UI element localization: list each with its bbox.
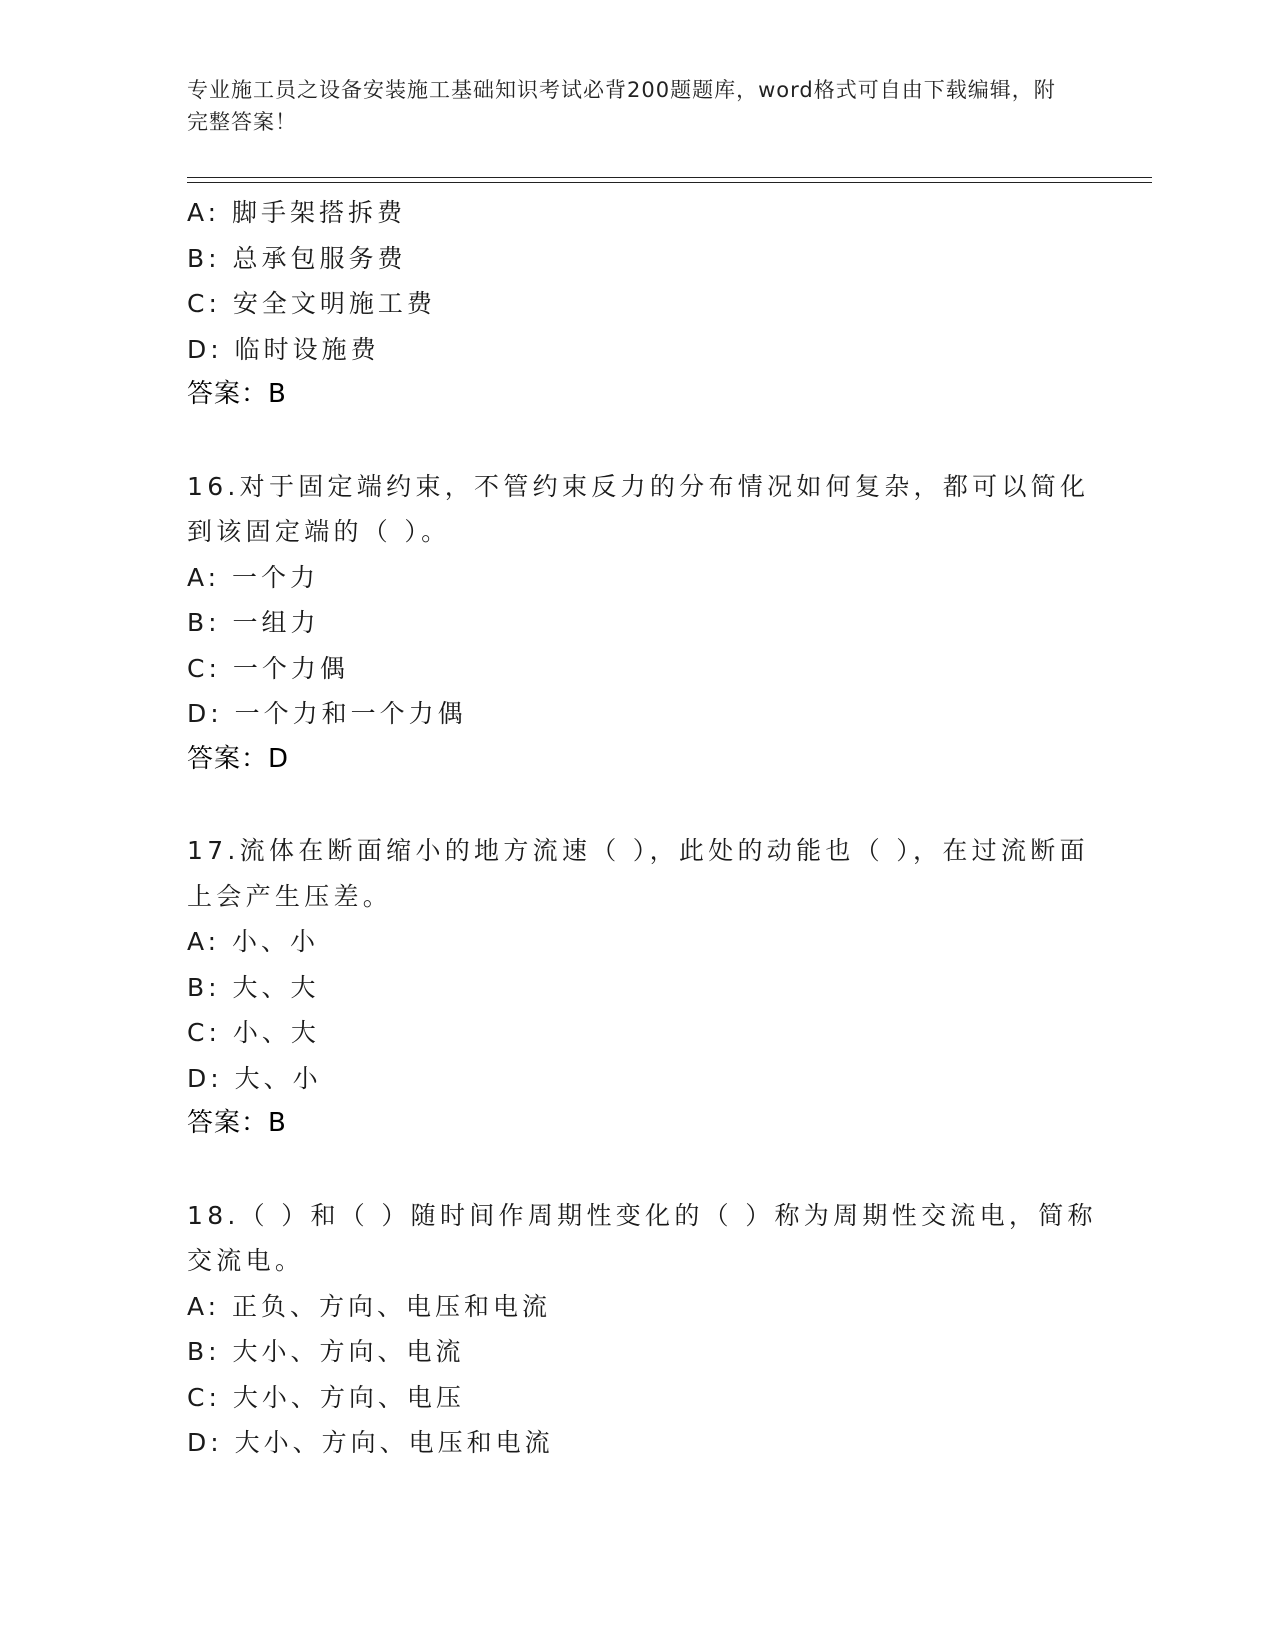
option-a: A: 小、小 — [187, 927, 320, 956]
page-header — [187, 74, 1067, 138]
prev-question-block — [187, 190, 1107, 418]
option-c: C: 大小、方向、电压 — [187, 1382, 465, 1412]
option-c: C: 一个力偶 — [187, 653, 349, 683]
header-divider-bottom — [187, 182, 1152, 183]
option-d: D: 大、小 — [187, 1063, 322, 1093]
option-a: A: 一个力 — [187, 562, 320, 592]
option-b: B: 一组力 — [187, 608, 320, 637]
option-c: C: 小、大 — [187, 1018, 320, 1047]
option-a: A: 脚手架搭拆费 — [187, 198, 407, 227]
header-divider-top — [187, 177, 1152, 178]
answer: 答案：D — [187, 743, 290, 774]
option-c: C: 安全文明施工费 — [187, 289, 436, 318]
question-text: 17.流体在断面缩小的地方流速（ ），此处的动能也（ ），在过流断面上会产生压差。 — [187, 836, 1089, 911]
answer: 答案：B — [187, 1108, 287, 1138]
question-text: 18.（ ）和（ ）随时间作周期性变化的（ ）称为周期性交流电，简称交流电。 — [187, 1200, 1097, 1275]
option-b: B: 大小、方向、电流 — [187, 1337, 465, 1366]
question-18-block — [187, 1193, 1107, 1466]
question-text: 16.对于固定端约束，不管约束反力的分布情况如何复杂，都可以简化到该固定端的（ ）。 — [187, 471, 1090, 546]
question-16-block — [187, 464, 1107, 783]
answer: 答案：B — [187, 379, 287, 409]
option-a: A: 正负、方向、电压和电流 — [187, 1291, 552, 1321]
header-title: 专业施工员之设备安装施工基础知识考试必背200题题库，word格式可自由下载编辑，附完整答案！ — [187, 78, 1056, 134]
option-d: D: 大小、方向、电压和电流 — [187, 1428, 554, 1457]
option-b: B: 总承包服务费 — [187, 243, 407, 273]
option-d: D: 一个力和一个力偶 — [187, 699, 467, 728]
option-d: D: 临时设施费 — [187, 334, 380, 364]
question-17-block — [187, 828, 1107, 1147]
document-body — [187, 190, 1107, 1466]
option-b: B: 大、大 — [187, 972, 320, 1002]
